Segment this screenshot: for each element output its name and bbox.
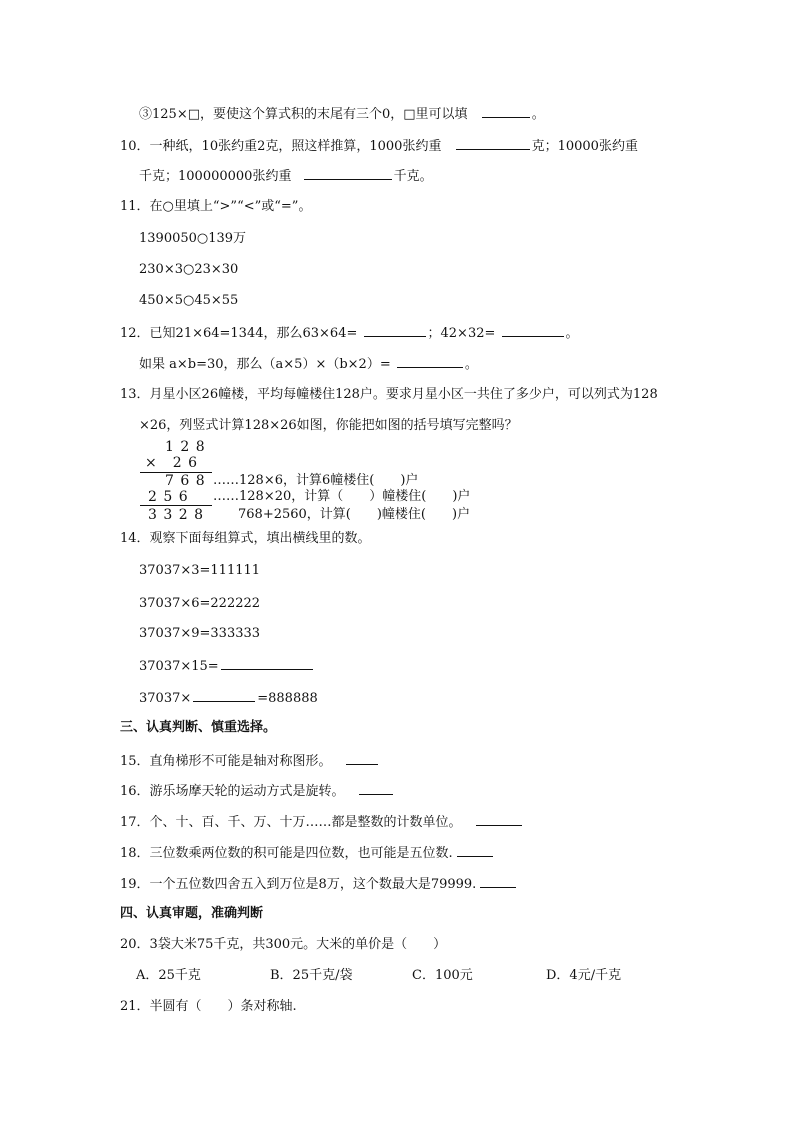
partial-product-1: 7 6 8 [165, 473, 206, 489]
question-14-item: 37037×9=333333 [139, 626, 261, 641]
question-18: 18．三位数乘两位数的积可能是四位数，也可能是五位数. [120, 843, 495, 863]
multiplier: × 2 6 [145, 455, 198, 471]
question-11-item: 1390050○139万 [139, 231, 247, 246]
answer-blank[interactable] [364, 323, 426, 337]
question-14-title: 14．观察下面每组算式，填出横线里的数。 [120, 531, 371, 546]
answer-blank[interactable] [359, 781, 393, 795]
question-14-item: 37037×3=111111 [139, 563, 261, 578]
question-14-item: 37037×6=222222 [139, 596, 261, 611]
answer-blank[interactable] [304, 166, 392, 180]
question-11-item: 450×5○45×55 [139, 293, 239, 308]
question-14-item: 37037× =888888 [139, 688, 318, 708]
answer-blank[interactable] [480, 874, 516, 888]
answer-blank[interactable] [476, 812, 522, 826]
option-d[interactable]: D．4元/千克 [546, 968, 622, 983]
option-a[interactable]: A．25千克 [136, 968, 201, 983]
question-15: 15．直角梯形不可能是轴对称图形。 [120, 751, 380, 771]
answer-blank[interactable] [502, 323, 564, 337]
note-1: ……128×6，计算6幢楼住( )户 [213, 473, 419, 488]
section-3-heading: 三、认真判断、慎重选择。 [120, 720, 277, 735]
rule-line [140, 505, 212, 506]
note-2: ……128×20，计算（ ）幢楼住( )户 [213, 489, 471, 504]
section-4-heading: 四、认真审题，准确判断 [120, 906, 264, 921]
question-14-item: 37037×15= [139, 656, 315, 676]
question-10-line2: 千克；100000000张约重 千克。 [139, 166, 433, 186]
answer-blank[interactable] [193, 688, 255, 702]
option-b[interactable]: B．25千克/袋 [270, 968, 353, 983]
question-11-title: 11．在○里填上“>”“<”或“=”。 [120, 199, 312, 214]
question-12-line2: 如果 a×b=30，那么（a×5）×（b×2）= 。 [139, 354, 478, 374]
question-20: 20．3袋大米75千克，共300元。大米的单价是（ ） [120, 937, 447, 952]
answer-blank[interactable] [221, 656, 313, 670]
answer-blank[interactable] [346, 751, 378, 765]
answer-blank[interactable] [397, 354, 463, 368]
question-16: 16．游乐场摩天轮的运动方式是旋转。 [120, 781, 395, 801]
question-19: 19．一个五位数四舍五入到万位是8万，这个数最大是79999. [120, 874, 518, 894]
note-3: 768+2560，计算( )幢楼住( )户 [238, 507, 471, 522]
question-13-line2: ×26，列竖式计算128×26如图，你能把如图的括号填写完整吗？ [139, 418, 518, 433]
option-c[interactable]: C．100元 [412, 968, 473, 983]
answer-blank[interactable] [456, 136, 530, 150]
answer-blank[interactable] [457, 843, 493, 857]
answer-blank[interactable] [482, 104, 530, 118]
question-12-line1: 12．已知21×64=1344，那么63×64= ；42×32= 。 [120, 323, 579, 343]
question-9-3: ③125×□，要使这个算式积的末尾有三个0，□里可以填 。 [139, 104, 545, 124]
product: 3 3 2 8 [148, 507, 204, 523]
question-17: 17．个、十、百、千、万、十万……都是整数的计数单位。 [120, 812, 524, 832]
partial-product-2: 2 5 6 [148, 489, 189, 505]
multiplicand: 1 2 8 [165, 439, 206, 455]
question-13-line1: 13．月星小区26幢楼，平均每幢楼住128户。要求月星小区一共住了多少户，可以列式为128 [120, 387, 658, 402]
question-11-item: 230×3○23×30 [139, 262, 239, 277]
question-10-line1: 10．一种纸，10张约重2克，照这样推算，1000张约重 克；10000张约重 [120, 136, 638, 156]
question-21: 21．半圆有（ ）条对称轴. [120, 999, 297, 1014]
